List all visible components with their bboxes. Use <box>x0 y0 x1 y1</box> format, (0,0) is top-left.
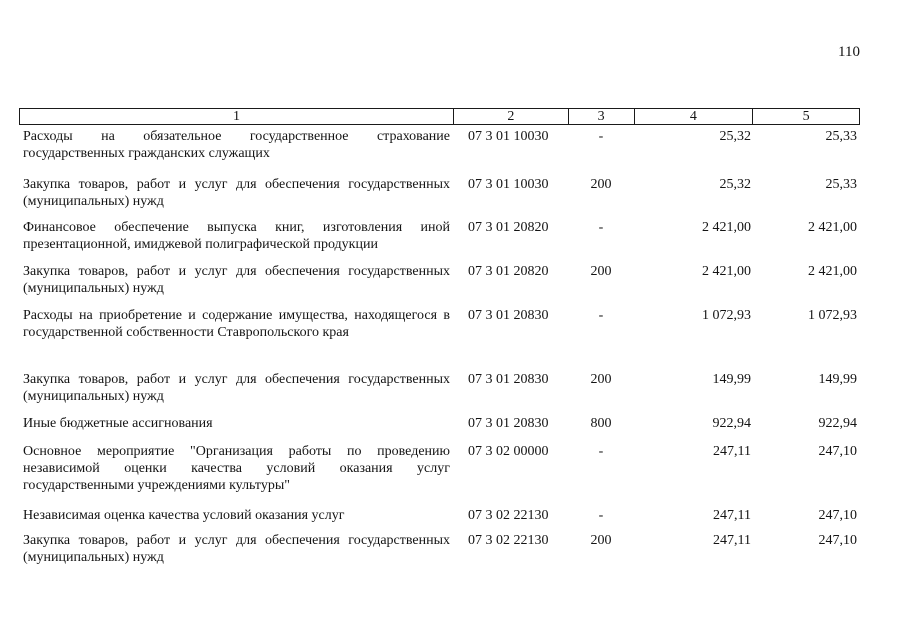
row-expense-type: - <box>598 508 604 523</box>
row-description: Закупка товаров, работ и услуг для обеспечения государственных (муниципальных) нужд <box>23 372 450 404</box>
row-code: 07 3 01 10030 <box>468 129 549 144</box>
row-expense-type: - <box>598 129 604 144</box>
row-description: Финансовое обеспечение выпуска книг, изготовления иной презентационной, имиджевой полиграфической продукции <box>23 220 450 252</box>
header-col-3: 3 <box>568 109 634 124</box>
row-code: 07 3 01 20820 <box>468 264 549 279</box>
row-code: 07 3 01 20820 <box>468 220 549 235</box>
row-code: 07 3 02 22130 <box>468 533 549 548</box>
row-expense-type: 200 <box>590 264 612 279</box>
page-number: 110 <box>838 44 860 60</box>
row-amount-col5: 25,33 <box>825 129 857 144</box>
table-header-row <box>19 108 860 125</box>
row-expense-type: 200 <box>590 177 612 192</box>
row-expense-type: 200 <box>590 533 612 548</box>
row-code: 07 3 01 20830 <box>468 372 549 387</box>
row-amount-col4: 247,11 <box>713 444 751 459</box>
header-col-2: 2 <box>453 109 568 124</box>
row-amount-col4: 1 072,93 <box>702 308 751 323</box>
row-amount-col4: 25,32 <box>719 177 751 192</box>
row-amount-col5: 247,10 <box>818 444 857 459</box>
row-expense-type: 200 <box>590 372 612 387</box>
row-description: Расходы на приобретение и содержание имущества, находящегося в государственной собственности Ставропольского края <box>23 308 450 340</box>
row-description: Закупка товаров, работ и услуг для обеспечения государственных (муниципальных) нужд <box>23 533 450 565</box>
header-col-5: 5 <box>752 109 859 124</box>
row-description: Расходы на обязательное государственное страхование государственных гражданских служащих <box>23 129 450 161</box>
row-amount-col4: 922,94 <box>712 416 751 431</box>
row-amount-col5: 2 421,00 <box>808 220 857 235</box>
row-expense-type: - <box>598 308 604 323</box>
row-expense-type: - <box>598 220 604 235</box>
row-description: Закупка товаров, работ и услуг для обеспечения государственных (муниципальных) нужд <box>23 177 450 209</box>
row-amount-col5: 2 421,00 <box>808 264 857 279</box>
row-description: Основное мероприятие "Организация работы по проведению независимой оценки качества условий оказания услуг государственными учреждениями культуры" <box>23 444 450 493</box>
row-description: Закупка товаров, работ и услуг для обеспечения государственных (муниципальных) нужд <box>23 264 450 296</box>
row-expense-type: 800 <box>590 416 612 431</box>
row-expense-type: - <box>598 444 604 459</box>
row-description: Иные бюджетные ассигнования <box>23 416 213 431</box>
row-amount-col5: 1 072,93 <box>808 308 857 323</box>
row-description: Независимая оценка качества условий оказания услуг <box>23 508 345 523</box>
row-code: 07 3 02 00000 <box>468 444 549 459</box>
row-amount-col5: 922,94 <box>818 416 857 431</box>
row-amount-col4: 2 421,00 <box>702 220 751 235</box>
header-col-4: 4 <box>634 109 753 124</box>
budget-table <box>19 108 860 565</box>
row-code: 07 3 01 10030 <box>468 177 549 192</box>
row-code: 07 3 01 20830 <box>468 416 549 431</box>
row-amount-col5: 247,10 <box>818 508 857 523</box>
row-amount-col4: 2 421,00 <box>702 264 751 279</box>
row-amount-col4: 247,11 <box>713 508 751 523</box>
row-amount-col4: 247,11 <box>713 533 751 548</box>
row-amount-col4: 149,99 <box>712 372 751 387</box>
row-amount-col5: 247,10 <box>818 533 857 548</box>
row-code: 07 3 02 22130 <box>468 508 549 523</box>
row-amount-col5: 25,33 <box>825 177 857 192</box>
header-col-1: 1 <box>232 109 240 124</box>
row-amount-col4: 25,32 <box>719 129 751 144</box>
row-code: 07 3 01 20830 <box>468 308 549 323</box>
row-amount-col5: 149,99 <box>818 372 857 387</box>
